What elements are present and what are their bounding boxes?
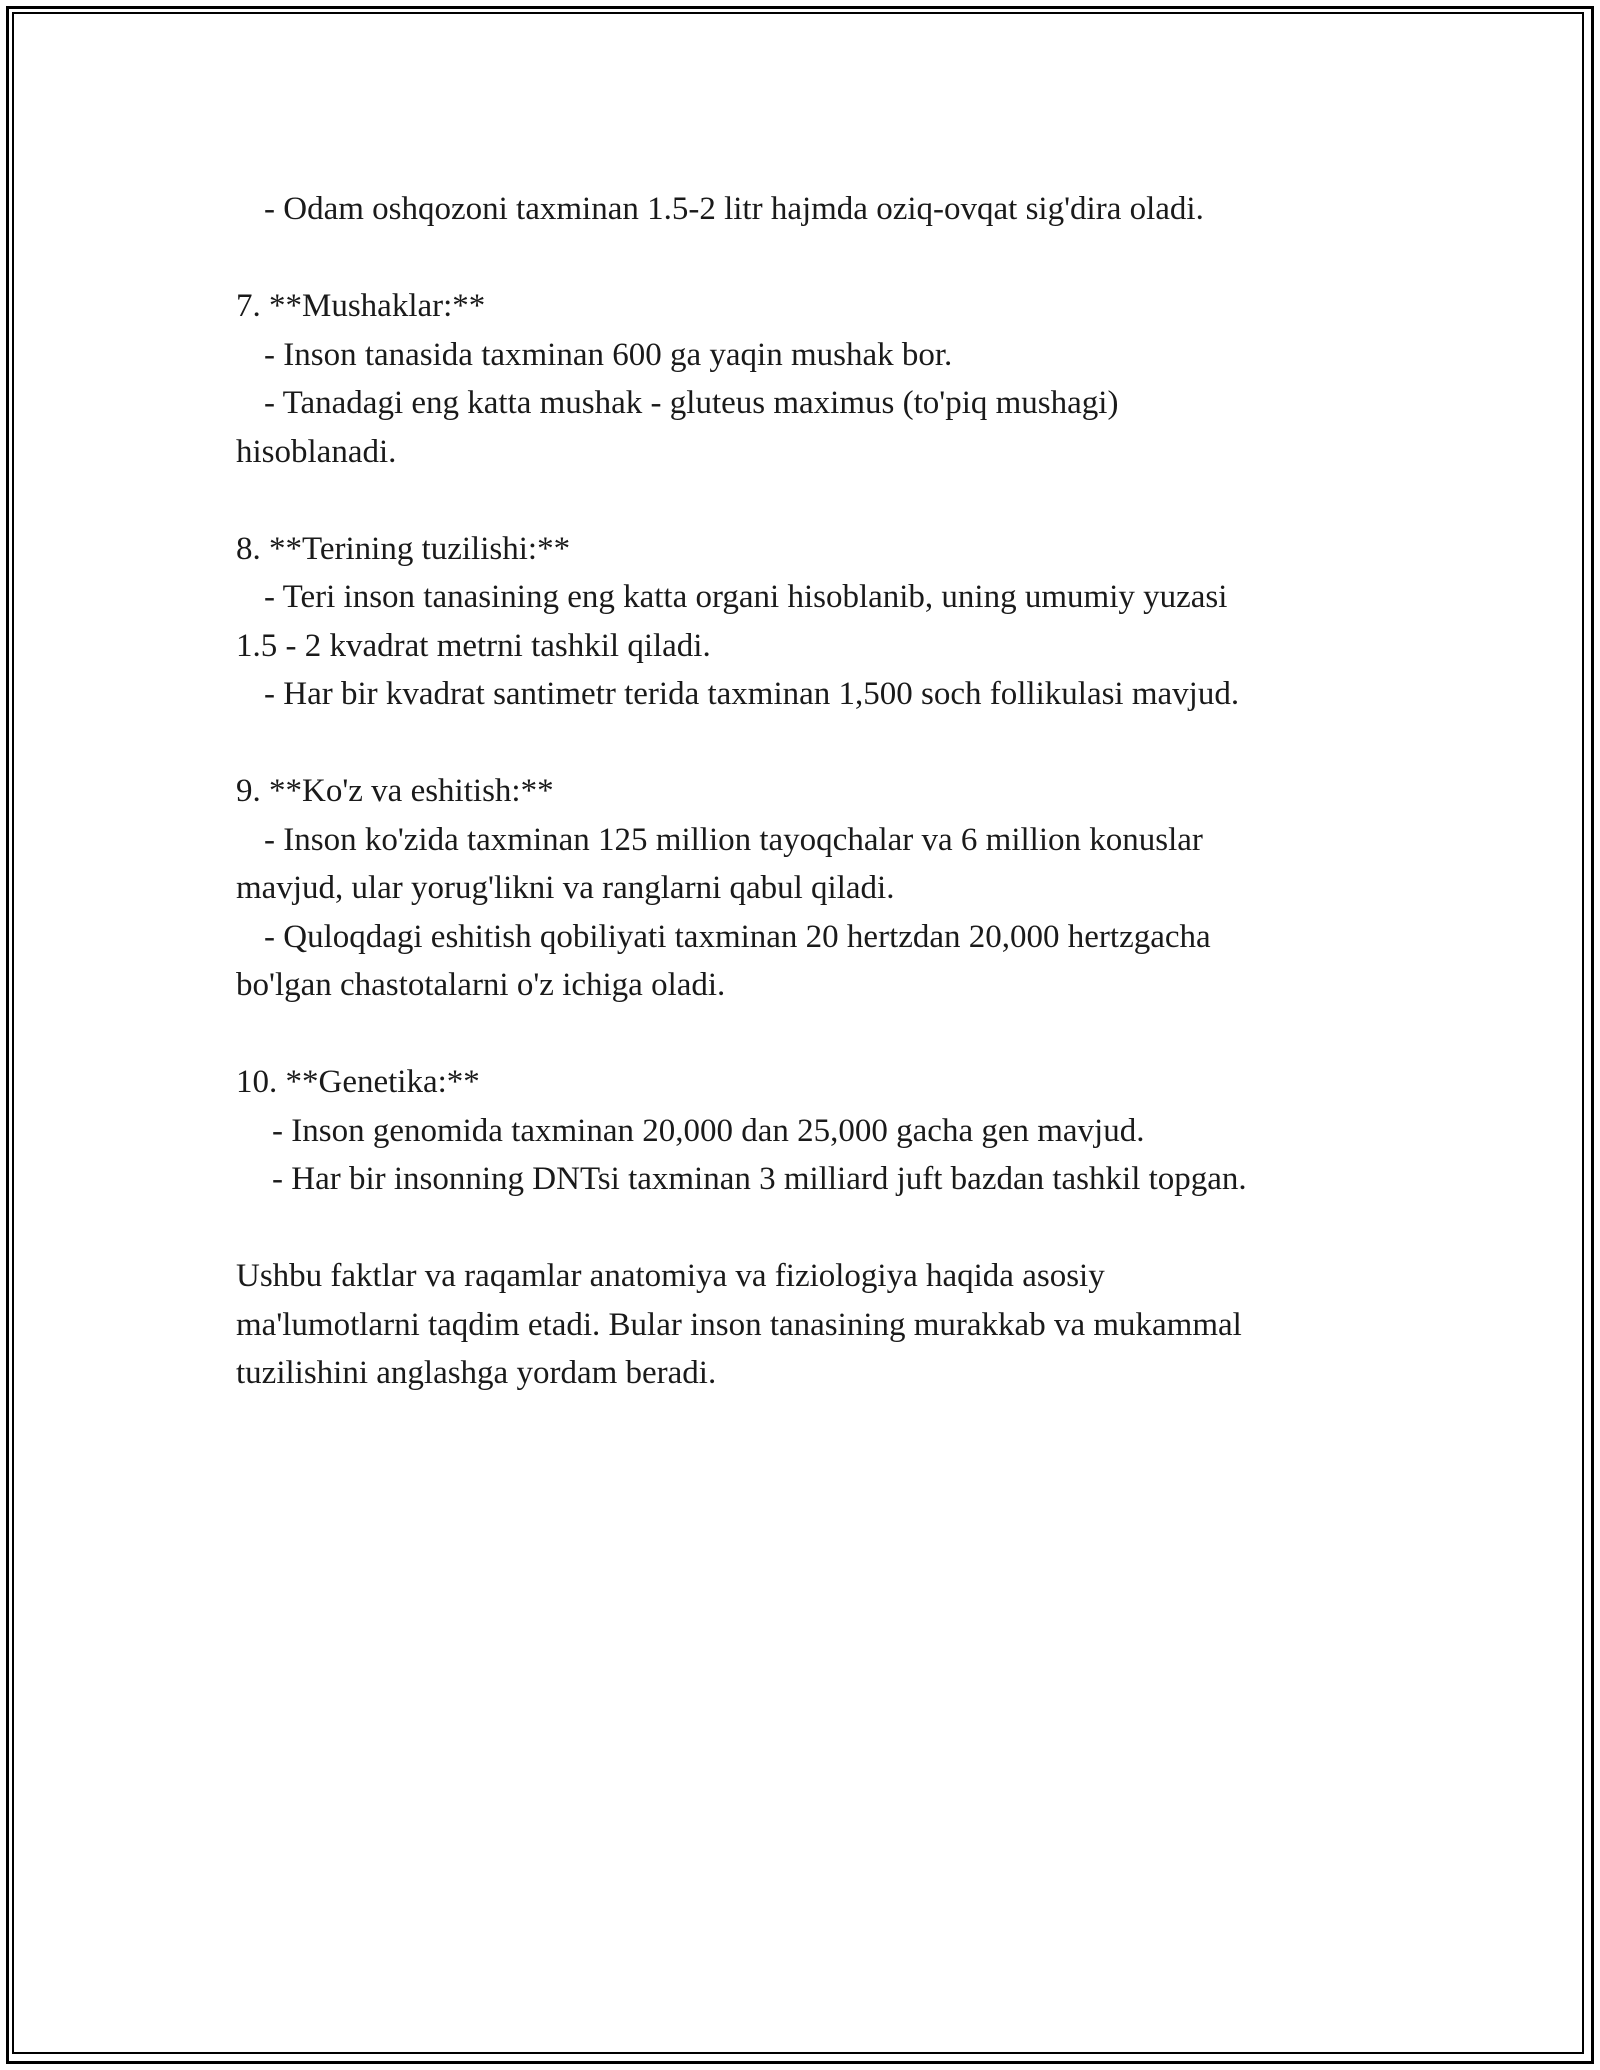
section-line: - Inson genomida taxminan 20,000 dan 25,000 gacha gen mavjud. xyxy=(272,1112,1145,1149)
section-line: - Har bir insonning DNTsi taxminan 3 milliard juft bazdan tashkil topgan. xyxy=(272,1161,1247,1197)
section-line: - Tanadagi eng katta mushak - gluteus maximus (to'piq mushagi) xyxy=(264,385,1119,421)
section-line: 1.5 - 2 kvadrat metrni tashkil qiladi. xyxy=(236,627,711,664)
document-body xyxy=(236,185,1386,1398)
section-heading-eyes-hearing: 9. **Ko'z va eshitish:** xyxy=(236,773,554,809)
section-line: - Inson ko'zida taxminan 125 million tayoqchalar va 6 million konuslar xyxy=(264,821,1203,858)
section-line: bo'lgan chastotalarni o'z ichiga oladi. xyxy=(236,967,726,1003)
conclusion-line: ma'lumotlarni taqdim etadi. Bular inson tanasining murakkab va mukammal xyxy=(236,1306,1242,1343)
section-line: - Teri inson tanasining eng katta organi hisoblanib, uning umumiy yuzasi xyxy=(264,579,1228,615)
section-line: - Quloqdagi eshitish qobiliyati taxminan 20 hertzdan 20,000 hertzgacha xyxy=(264,918,1211,955)
conclusion-line: tuzilishini anglashga yordam beradi. xyxy=(236,1355,717,1391)
section-heading-muscles: 7. **Mushaklar:** xyxy=(236,288,486,324)
intro-line: - Odam oshqozoni taxminan 1.5-2 litr hajmda oziq-ovqat sig'dira oladi. xyxy=(264,191,1204,227)
conclusion-line: Ushbu faktlar va raqamlar anatomiya va fiziologiya haqida asosiy xyxy=(236,1258,1105,1294)
section-heading-genetics: 10. **Genetika:** xyxy=(236,1064,480,1100)
section-heading-skin: 8. **Terining tuzilishi:** xyxy=(236,530,571,567)
section-line: - Inson tanasida taxminan 600 ga yaqin mushak bor. xyxy=(264,336,953,373)
section-line: - Har bir kvadrat santimetr terida taxminan 1,500 soch follikulasi mavjud. xyxy=(264,676,1240,712)
section-line: hisoblanadi. xyxy=(236,433,397,470)
section-line: mavjud, ular yorug'likni va ranglarni qabul qiladi. xyxy=(236,870,895,906)
